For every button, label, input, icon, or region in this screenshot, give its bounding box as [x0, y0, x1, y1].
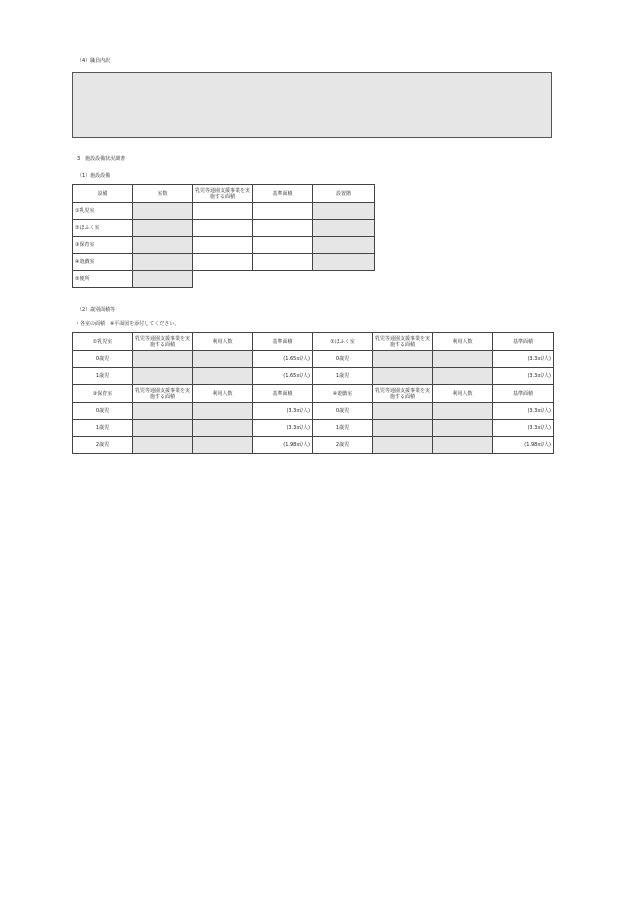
users-cell[interactable] — [433, 420, 493, 437]
row-label: ⑤便所 — [73, 271, 133, 288]
area-cell[interactable] — [373, 368, 433, 385]
header-implementation-area: 乳児等通園支援事業を実施する面積 — [373, 385, 433, 403]
standard-unit: (3.3㎡/人) — [493, 420, 554, 437]
facilities-header-row — [73, 185, 375, 203]
standard-area-cell[interactable] — [253, 254, 313, 271]
area-cell[interactable] — [373, 351, 433, 368]
area-cell[interactable] — [193, 203, 253, 220]
blank-cell — [253, 271, 313, 288]
area-cell[interactable] — [133, 437, 193, 454]
age-label: 1歳児 — [313, 368, 373, 385]
table-header-row — [73, 333, 554, 351]
users-cell[interactable] — [433, 351, 493, 368]
age-label: 1歳児 — [313, 420, 373, 437]
users-cell[interactable] — [433, 403, 493, 420]
standard-unit: (3.3㎡/人) — [493, 368, 554, 385]
header-implementation-area: 乳児等通園支援事業を実施する面積 — [133, 333, 193, 351]
area-cell[interactable] — [373, 437, 433, 454]
age-area-table — [72, 332, 554, 454]
table-row — [73, 254, 375, 271]
standard-unit: (1.98㎡/人) — [493, 437, 554, 454]
row-label: ④遊戯室 — [73, 254, 133, 271]
table-row — [73, 437, 554, 454]
header-users: 利用人数 — [433, 333, 493, 351]
room-nursery: ③保育室 — [73, 385, 133, 403]
facilities-table — [72, 184, 375, 288]
area-cell[interactable] — [193, 220, 253, 237]
section-4-title: （4）職員内訳 — [77, 58, 111, 64]
room-count-cell[interactable] — [133, 220, 193, 237]
users-cell[interactable] — [193, 368, 253, 385]
table-row — [73, 237, 375, 254]
age-label: 0歳児 — [313, 351, 373, 368]
floor-cell[interactable] — [313, 254, 375, 271]
header-users: 利用人数 — [193, 333, 253, 351]
header-standard-area: 基準面積 — [493, 333, 554, 351]
table-row — [73, 351, 554, 368]
table-row — [73, 403, 554, 420]
area-cell[interactable] — [133, 368, 193, 385]
age-label: 0歳児 — [313, 403, 373, 420]
staff-breakdown-box[interactable] — [72, 72, 552, 138]
standard-area-cell[interactable] — [253, 220, 313, 237]
section-3-title: 3 施設設備状況調書 — [77, 156, 126, 162]
table-row — [73, 220, 375, 237]
standard-unit: (1.65㎡/人) — [253, 351, 313, 368]
standard-area-cell[interactable] — [253, 237, 313, 254]
area-cell[interactable] — [133, 351, 193, 368]
facilities-title: （1）施設設備 — [77, 173, 111, 179]
header-implementation-area: 乳児等通園支援事業を実施する面積 — [133, 385, 193, 403]
age-label: 2歳児 — [313, 437, 373, 454]
floor-cell[interactable] — [313, 203, 375, 220]
users-cell[interactable] — [433, 437, 493, 454]
age-area-title: （2）歳別面積等 — [77, 307, 116, 313]
floor-cell[interactable] — [313, 220, 375, 237]
room-count-cell[interactable] — [133, 271, 193, 288]
table-row — [73, 271, 375, 288]
header-users: 利用人数 — [433, 385, 493, 403]
age-label: 1歳児 — [73, 368, 133, 385]
area-cell[interactable] — [133, 403, 193, 420]
room-count-cell[interactable] — [133, 237, 193, 254]
standard-unit: (3.3㎡/人) — [493, 403, 554, 420]
header-equipment: 設備 — [73, 185, 133, 203]
area-cell[interactable] — [133, 420, 193, 437]
blank-cell — [193, 271, 253, 288]
table-header-row — [73, 385, 554, 403]
room-play: ④遊戯室 — [313, 385, 373, 403]
header-standard-area: 基準面積 — [253, 385, 313, 403]
standard-unit: (3.3㎡/人) — [493, 351, 554, 368]
users-cell[interactable] — [433, 368, 493, 385]
room-count-cell[interactable] — [133, 254, 193, 271]
header-floor: 設置階 — [313, 185, 375, 203]
users-cell[interactable] — [193, 437, 253, 454]
row-label: ①乳児室 — [73, 203, 133, 220]
age-label: 2歳児 — [73, 437, 133, 454]
users-cell[interactable] — [193, 420, 253, 437]
floor-cell[interactable] — [313, 237, 375, 254]
table-row — [73, 420, 554, 437]
users-cell[interactable] — [193, 351, 253, 368]
age-area-note: ・各室の面積 ※平面図を添付してください。 — [75, 321, 180, 327]
area-cell[interactable] — [193, 237, 253, 254]
standard-unit: (1.98㎡/人) — [253, 437, 313, 454]
blank-cell — [313, 271, 375, 288]
area-cell[interactable] — [373, 420, 433, 437]
area-cell[interactable] — [193, 254, 253, 271]
room-count-cell[interactable] — [133, 203, 193, 220]
header-standard-area: 基準面積 — [493, 385, 554, 403]
table-row — [73, 203, 375, 220]
standard-area-cell[interactable] — [253, 203, 313, 220]
standard-unit: (3.3㎡/人) — [253, 420, 313, 437]
age-label: 0歳児 — [73, 403, 133, 420]
standard-unit: (3.3㎡/人) — [253, 403, 313, 420]
area-cell[interactable] — [373, 403, 433, 420]
table-row — [73, 368, 554, 385]
header-implementation-area: 乳児等通園支援事業を実施する面積 — [193, 185, 253, 203]
row-label: ③保育室 — [73, 237, 133, 254]
standard-unit: (1.65㎡/人) — [253, 368, 313, 385]
header-standard-area: 基準面積 — [253, 333, 313, 351]
header-implementation-area: 乳児等通園支援事業を実施する面積 — [373, 333, 433, 351]
age-label: 0歳児 — [73, 351, 133, 368]
age-label: 1歳児 — [73, 420, 133, 437]
room-crawl: ②ほふく室 — [313, 333, 373, 351]
users-cell[interactable] — [193, 403, 253, 420]
row-label: ②ほふく室 — [73, 220, 133, 237]
header-room-count: 室数 — [133, 185, 193, 203]
header-users: 利用人数 — [193, 385, 253, 403]
header-standard-area: 基準面積 — [253, 185, 313, 203]
room-infant: ①乳児室 — [73, 333, 133, 351]
